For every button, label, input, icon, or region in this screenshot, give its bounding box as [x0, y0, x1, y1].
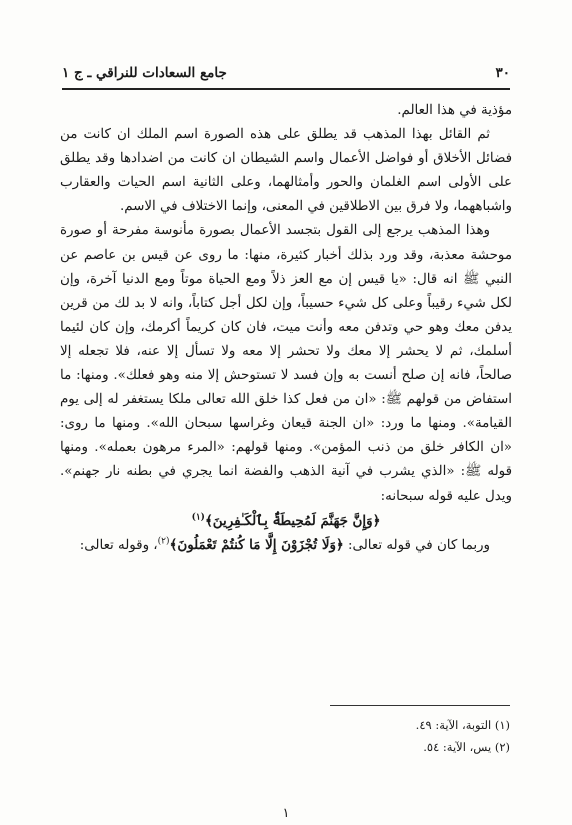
main-text: [60, 99, 512, 558]
footnote-divider: [330, 705, 510, 706]
paragraph-4-suffix: ، وقوله تعالى:: [79, 537, 158, 553]
verse-text: ﴿وَإِنَّ جَهَنَّمَ لَمُحِيطَةٌۢ بِٱلْكَـٰفِرِينَ﴾: [204, 512, 381, 529]
page-number: ٣٠: [495, 65, 510, 81]
book-title: جامع السعادات للنراقي ـ ج ١: [62, 65, 227, 81]
paragraph-2: ثم القائل بهذا المذهب قد يطلق على هذه الصورة اسم الملك ان كانت من فضائل الأخلاق أو فواضل الأعمال واسم الشيطان ان كانت من اضدادها وقد يطلق على الأولى اسم الغلمان والحور وأمثالهما، وعلى الثانية اسم الحيات والعقارب واشباههما، ولا فرق بين الاطلاقين في المعنى، وإنما الاختلاف في الاسم.: [60, 127, 512, 215]
footnote-1: (١) التوبة، الآية: ٤٩.: [415, 718, 510, 732]
quran-verse-2: ﴿وَلَا تُجْزَوْنَ إِلَّا مَا كُنتُمْ تَعْمَلُونَ﴾: [169, 536, 344, 553]
paragraph-1: مؤذية في هذا العالم.: [397, 103, 512, 118]
running-header: [62, 60, 510, 86]
paragraph-4-prefix: وربما كان في قوله تعالى:: [343, 537, 490, 553]
page-mark: ١: [282, 806, 290, 821]
footnotes: [210, 714, 510, 758]
footnote-ref-2[interactable]: (٢): [157, 536, 170, 547]
footnote-2: (٢) يس، الآية: ٥٤.: [423, 740, 510, 754]
quran-verse-1: [60, 509, 512, 533]
paragraph-3: وهذا المذهب يرجع إلى القول بتجسد الأعمال بصورة مأنوسة مفرحة أو صورة موحشة معذبة، وقد ورد بذلك أخبار كثيرة، منها: ما روى عن قيس بن عاصم عن النبي ﷺ انه قال: «يا قيس إن مع العز ذلاً ومع الحياة موتاً ومع الدنيا آخرة، وإن لكل شيء رقيباً وعلى كل شيء حسيباً، وإن لكل أجل كتاباً، وانه لا بد لك من قرين يدفن معك وهو حي وتدفن معه وأنت ميت، فان كان كريماً أكرمك، وإن كان لئيما أسلمك، ثم لا يحشر إلا معك ولا تحشر إلا معه ولا تسأل إلا عنه، فلا تجعله إلا صالحاً، فانه إن صلح أنست به وإن فسد لا تستوحش إلا منه وهو فعلك». ومنها: ما استفاض من قولهم ﷺ: «ان من فعل كذا خلق الله تعالى ملكا يستغفر له إلى يوم القيامة». ومنها ما ورد: «ان الجنة قيعان وغراسها سبحان الله». ومنها ما روى: «ان الكافر خلق من ذنب المؤمن». ومنها قولهم: «المرء مرهون بعمله». ومنها قوله ﷺ: «الذي يشرب في آنية الذهب والفضة انما يجري في بطنه نار جهنم». ويدل عليه قوله سبحانه:: [60, 223, 512, 504]
footnote-ref-1[interactable]: (١): [191, 512, 205, 523]
header-divider: [62, 88, 510, 90]
paragraph-4: [60, 533, 512, 558]
